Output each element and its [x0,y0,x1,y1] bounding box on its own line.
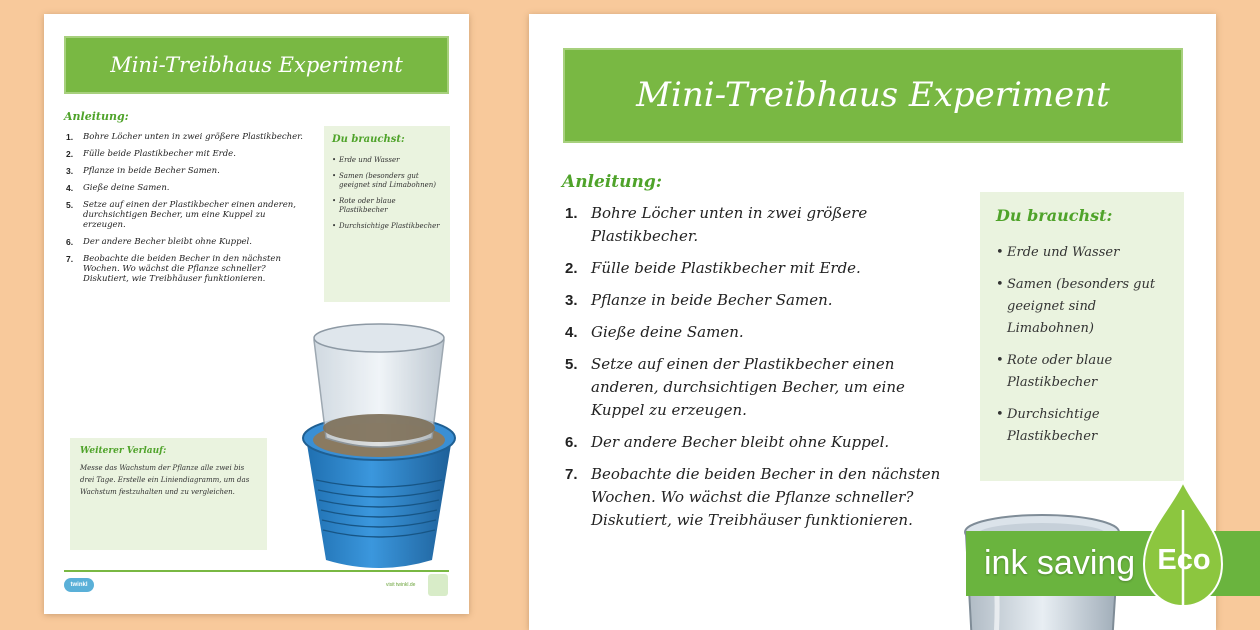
step-text: Gieße deine Samen. [83,183,170,193]
step-number: 6. [565,434,578,451]
step-item [66,200,304,230]
step-item [66,166,304,176]
step-number: 3. [565,292,578,309]
step-text: Setze auf einen der Plastikbecher einen anderen, durchsichtigen Becher, um eine Kuppel zu erzeugen. [83,200,296,230]
step-text: Bohre Löcher unten in zwei größere Plastikbecher. [83,132,303,142]
step-text: Der andere Becher bleibt ohne Kuppel. [591,433,890,451]
material-item: • Rote oder blaue Plastikbecher [996,353,1113,390]
step-number: 7. [565,466,578,483]
materials-box [980,192,1184,481]
materials-list [332,156,444,238]
ink-saving-label: ink saving [984,544,1136,582]
material-item: • Durchsichtige Plastikbecher [996,407,1100,444]
step-item [565,257,945,280]
footer-url: visit twinkl.de [386,582,416,588]
step-number: 3. [66,166,74,176]
step-text: Setze auf einen der Plastikbecher einen anderen, durchsichtigen Becher, um eine Kuppel zu erzeugen. [591,355,905,419]
step-text: Der andere Becher bleibt ohne Kuppel. [83,237,252,247]
step-item [66,254,304,284]
step-item [565,289,945,312]
step-item [66,183,304,193]
step-number: 6. [66,237,74,247]
step-item [565,463,945,532]
instructions-heading: Anleitung: [64,110,129,123]
step-number: 2. [66,149,74,159]
materials-list [996,242,1181,458]
materials-heading: Du brauchst: [332,134,405,145]
worksheet-title-banner: Mini-Treibhaus Experiment [563,48,1183,143]
material-item: • Rote oder blaue Plastikbecher [332,197,396,214]
steps-list [66,132,304,291]
step-text: Beobachte die beiden Becher in den nächsten Wochen. Wo wächst die Pflanze schneller? Diskutiert, wie Treibhäuser funktionieren. [591,465,941,529]
materials-heading: Du brauchst: [996,206,1113,225]
step-text: Bohre Löcher unten in zwei größere Plastikbecher. [591,204,868,245]
step-text: Fülle beide Plastikbecher mit Erde. [591,259,861,277]
step-item [565,202,945,248]
step-number: 2. [565,260,578,277]
step-number: 5. [565,356,578,373]
material-item: • Erde und Wasser [332,156,400,164]
step-text: Fülle beide Plastikbecher mit Erde. [83,149,236,159]
step-item [565,353,945,422]
further-heading: Weiterer Verlauf: [80,446,167,456]
step-number: 1. [66,132,74,142]
step-item [565,431,945,454]
materials-box [324,126,450,302]
step-number: 5. [66,200,74,210]
step-number: 7. [66,254,74,264]
step-item [565,321,945,344]
material-item: • Erde und Wasser [996,245,1120,260]
material-item: • Samen (besonders gut geeignet sind Limabohnen) [996,277,1156,336]
step-text: Gieße deine Samen. [591,323,744,341]
step-number: 1. [565,205,578,222]
worksheet-preview-small [44,14,469,614]
step-text: Pflanze in beide Becher Samen. [83,166,220,176]
instructions-heading: Anleitung: [562,172,663,192]
step-item [66,132,304,142]
worksheet-title-banner: Mini-Treibhaus Experiment [64,36,449,94]
material-item: • Samen (besonders gut geeignet sind Limabohnen) [332,172,437,189]
material-item: • Durchsichtige Plastikbecher [332,222,440,230]
footer-badge-icon [428,574,448,596]
cup-illustration [294,310,464,572]
eco-badge-label: Eco [1157,544,1211,576]
step-number: 4. [66,183,74,193]
footer-divider [64,570,449,572]
step-item [66,149,304,159]
step-text: Beobachte die beiden Becher in den nächsten Wochen. Wo wächst die Pflanze schneller? Diskutiert, wie Treibhäuser funktionieren. [83,254,281,284]
step-number: 4. [565,324,578,341]
step-text: Pflanze in beide Becher Samen. [591,291,833,309]
twinkl-logo-icon: twinkl [64,578,94,592]
step-item [66,237,304,247]
further-text: Messe das Wachstum der Pflanze alle zwei bis drei Tage. Erstelle ein Liniendiagramm, um das Wachstum festzuhalten und zu vergleichen. [80,464,250,496]
further-box [70,438,267,550]
steps-list [565,202,945,541]
